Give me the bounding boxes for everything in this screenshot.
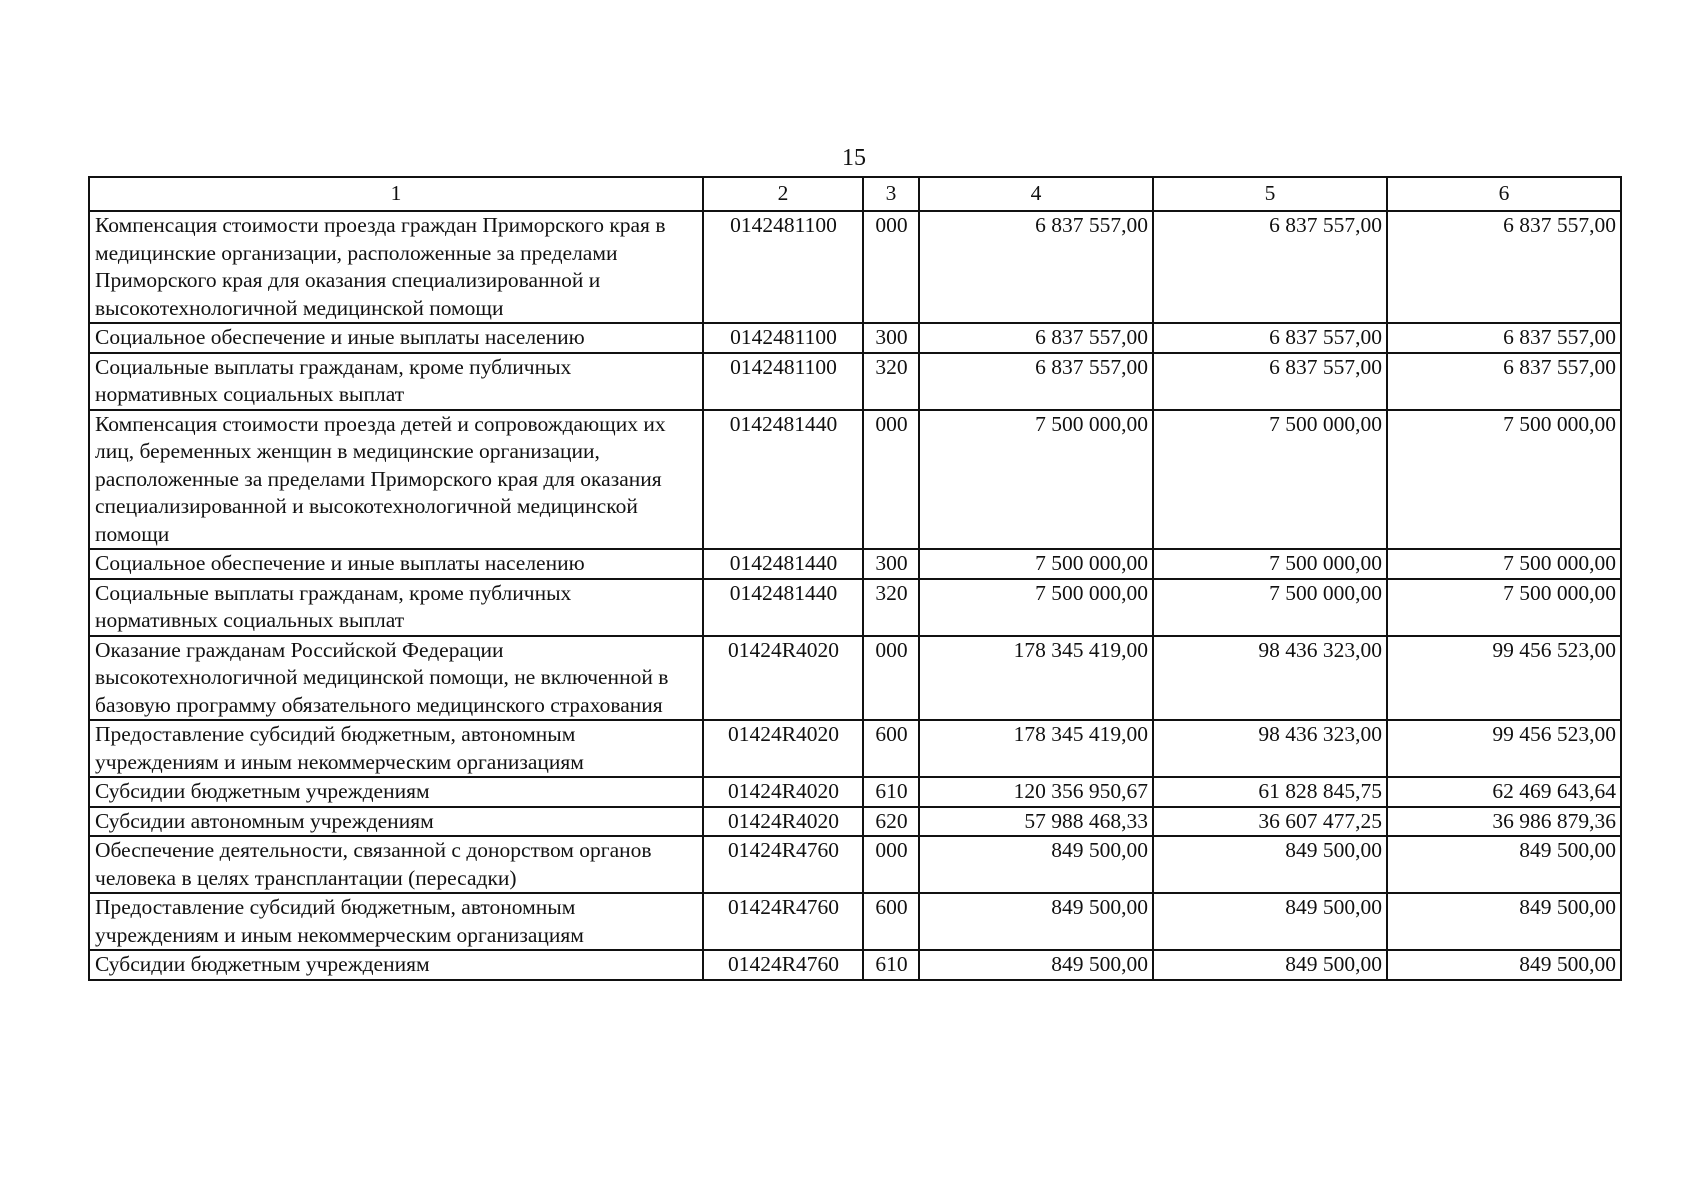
header-row: [89, 177, 1621, 211]
row-amount-col6: 849 500,00: [1387, 950, 1621, 980]
row-amount-col4: 849 500,00: [919, 950, 1153, 980]
row-amount-col6: 6 837 557,00: [1387, 211, 1621, 323]
row-amount-col5: 6 837 557,00: [1153, 323, 1387, 353]
row-amount-col6: 99 456 523,00: [1387, 720, 1621, 777]
row-name: Социальное обеспечение и иные выплаты населению: [89, 323, 703, 353]
row-amount-col6: 6 837 557,00: [1387, 323, 1621, 353]
row-amount-col4: 178 345 419,00: [919, 720, 1153, 777]
row-code: 0142481100: [703, 211, 863, 323]
row-amount-col6: 7 500 000,00: [1387, 549, 1621, 579]
row-code: 0142481440: [703, 410, 863, 550]
row-type: 610: [863, 777, 919, 807]
row-amount-col4: 120 356 950,67: [919, 777, 1153, 807]
row-amount-col4: 178 345 419,00: [919, 636, 1153, 721]
row-amount-col6: 6 837 557,00: [1387, 353, 1621, 410]
row-amount-col6: 7 500 000,00: [1387, 579, 1621, 636]
row-code: 0142481100: [703, 353, 863, 410]
row-name: Оказание гражданам Российской Федерации высокотехнологичной медицинской помощи, не включенной в базовую программу обязательного медицинского страхования: [89, 636, 703, 721]
table-row: [89, 807, 1621, 837]
row-amount-col4: 57 988 468,33: [919, 807, 1153, 837]
row-name: Социальные выплаты гражданам, кроме публичных нормативных социальных выплат: [89, 353, 703, 410]
row-name: Обеспечение деятельности, связанной с донорством органов человека в целях трансплантации (пересадки): [89, 836, 703, 893]
header-col-1: 1: [89, 177, 703, 211]
row-type: 000: [863, 836, 919, 893]
row-amount-col5: 98 436 323,00: [1153, 720, 1387, 777]
row-amount-col5: 7 500 000,00: [1153, 410, 1387, 550]
row-code: 01424R4760: [703, 836, 863, 893]
header-col-5: 5: [1153, 177, 1387, 211]
row-amount-col5: 61 828 845,75: [1153, 777, 1387, 807]
row-type: 320: [863, 353, 919, 410]
row-amount-col5: 98 436 323,00: [1153, 636, 1387, 721]
row-amount-col6: 7 500 000,00: [1387, 410, 1621, 550]
row-code: 01424R4020: [703, 807, 863, 837]
table-body: [89, 211, 1621, 980]
row-type: 300: [863, 549, 919, 579]
row-type: 620: [863, 807, 919, 837]
row-name: Компенсация стоимости проезда детей и сопровождающих их лиц, беременных женщин в медицинские организации, расположенные за пределами Приморского края для оказания специализированной и высокотехнологичной медицинской помощи: [89, 410, 703, 550]
table-row: [89, 549, 1621, 579]
row-amount-col5: 849 500,00: [1153, 836, 1387, 893]
budget-table: [88, 176, 1622, 981]
table-row: [89, 636, 1621, 721]
row-amount-col5: 849 500,00: [1153, 950, 1387, 980]
row-amount-col5: 7 500 000,00: [1153, 579, 1387, 636]
row-amount-col6: 849 500,00: [1387, 836, 1621, 893]
header-col-3: 3: [863, 177, 919, 211]
row-amount-col4: 6 837 557,00: [919, 323, 1153, 353]
table-row: [89, 950, 1621, 980]
row-amount-col5: 7 500 000,00: [1153, 549, 1387, 579]
row-type: 600: [863, 720, 919, 777]
row-amount-col4: 7 500 000,00: [919, 579, 1153, 636]
row-type: 000: [863, 211, 919, 323]
row-amount-col6: 99 456 523,00: [1387, 636, 1621, 721]
row-amount-col4: 7 500 000,00: [919, 549, 1153, 579]
table-row: [89, 579, 1621, 636]
table-row: [89, 353, 1621, 410]
row-amount-col5: 6 837 557,00: [1153, 353, 1387, 410]
row-code: 01424R4020: [703, 720, 863, 777]
row-amount-col4: 6 837 557,00: [919, 353, 1153, 410]
table-row: [89, 836, 1621, 893]
header-col-4: 4: [919, 177, 1153, 211]
row-name: Субсидии бюджетным учреждениям: [89, 950, 703, 980]
row-name: Предоставление субсидий бюджетным, автономным учреждениям и иным некоммерческим организациям: [89, 720, 703, 777]
row-type: 600: [863, 893, 919, 950]
row-type: 320: [863, 579, 919, 636]
row-code: 01424R4020: [703, 636, 863, 721]
row-type: 610: [863, 950, 919, 980]
row-amount-col6: 62 469 643,64: [1387, 777, 1621, 807]
row-name: Субсидии автономным учреждениям: [89, 807, 703, 837]
row-amount-col4: 849 500,00: [919, 893, 1153, 950]
table-header: [89, 177, 1621, 211]
row-code: 0142481440: [703, 579, 863, 636]
row-type: 000: [863, 410, 919, 550]
row-amount-col4: 6 837 557,00: [919, 211, 1153, 323]
row-name: Субсидии бюджетным учреждениям: [89, 777, 703, 807]
row-code: 01424R4760: [703, 893, 863, 950]
row-code: 01424R4760: [703, 950, 863, 980]
row-code: 0142481100: [703, 323, 863, 353]
row-amount-col6: 849 500,00: [1387, 893, 1621, 950]
row-type: 000: [863, 636, 919, 721]
row-name: Предоставление субсидий бюджетным, автономным учреждениям и иным некоммерческим организациям: [89, 893, 703, 950]
table-row: [89, 720, 1621, 777]
table-row: [89, 777, 1621, 807]
page-number: 15: [842, 145, 866, 171]
row-amount-col4: 849 500,00: [919, 836, 1153, 893]
row-amount-col5: 849 500,00: [1153, 893, 1387, 950]
row-name: Социальное обеспечение и иные выплаты населению: [89, 549, 703, 579]
table-row: [89, 893, 1621, 950]
row-amount-col5: 6 837 557,00: [1153, 211, 1387, 323]
row-code: 01424R4020: [703, 777, 863, 807]
header-col-6: 6: [1387, 177, 1621, 211]
row-amount-col6: 36 986 879,36: [1387, 807, 1621, 837]
row-amount-col4: 7 500 000,00: [919, 410, 1153, 550]
row-type: 300: [863, 323, 919, 353]
row-name: Компенсация стоимости проезда граждан Приморского края в медицинские организации, расположенные за пределами Приморского края для оказания специализированной и высокотехнологичной медицинской помощи: [89, 211, 703, 323]
header-col-2: 2: [703, 177, 863, 211]
row-code: 0142481440: [703, 549, 863, 579]
table-row: [89, 323, 1621, 353]
row-name: Социальные выплаты гражданам, кроме публичных нормативных социальных выплат: [89, 579, 703, 636]
row-amount-col5: 36 607 477,25: [1153, 807, 1387, 837]
table-row: [89, 410, 1621, 550]
table-row: [89, 211, 1621, 323]
